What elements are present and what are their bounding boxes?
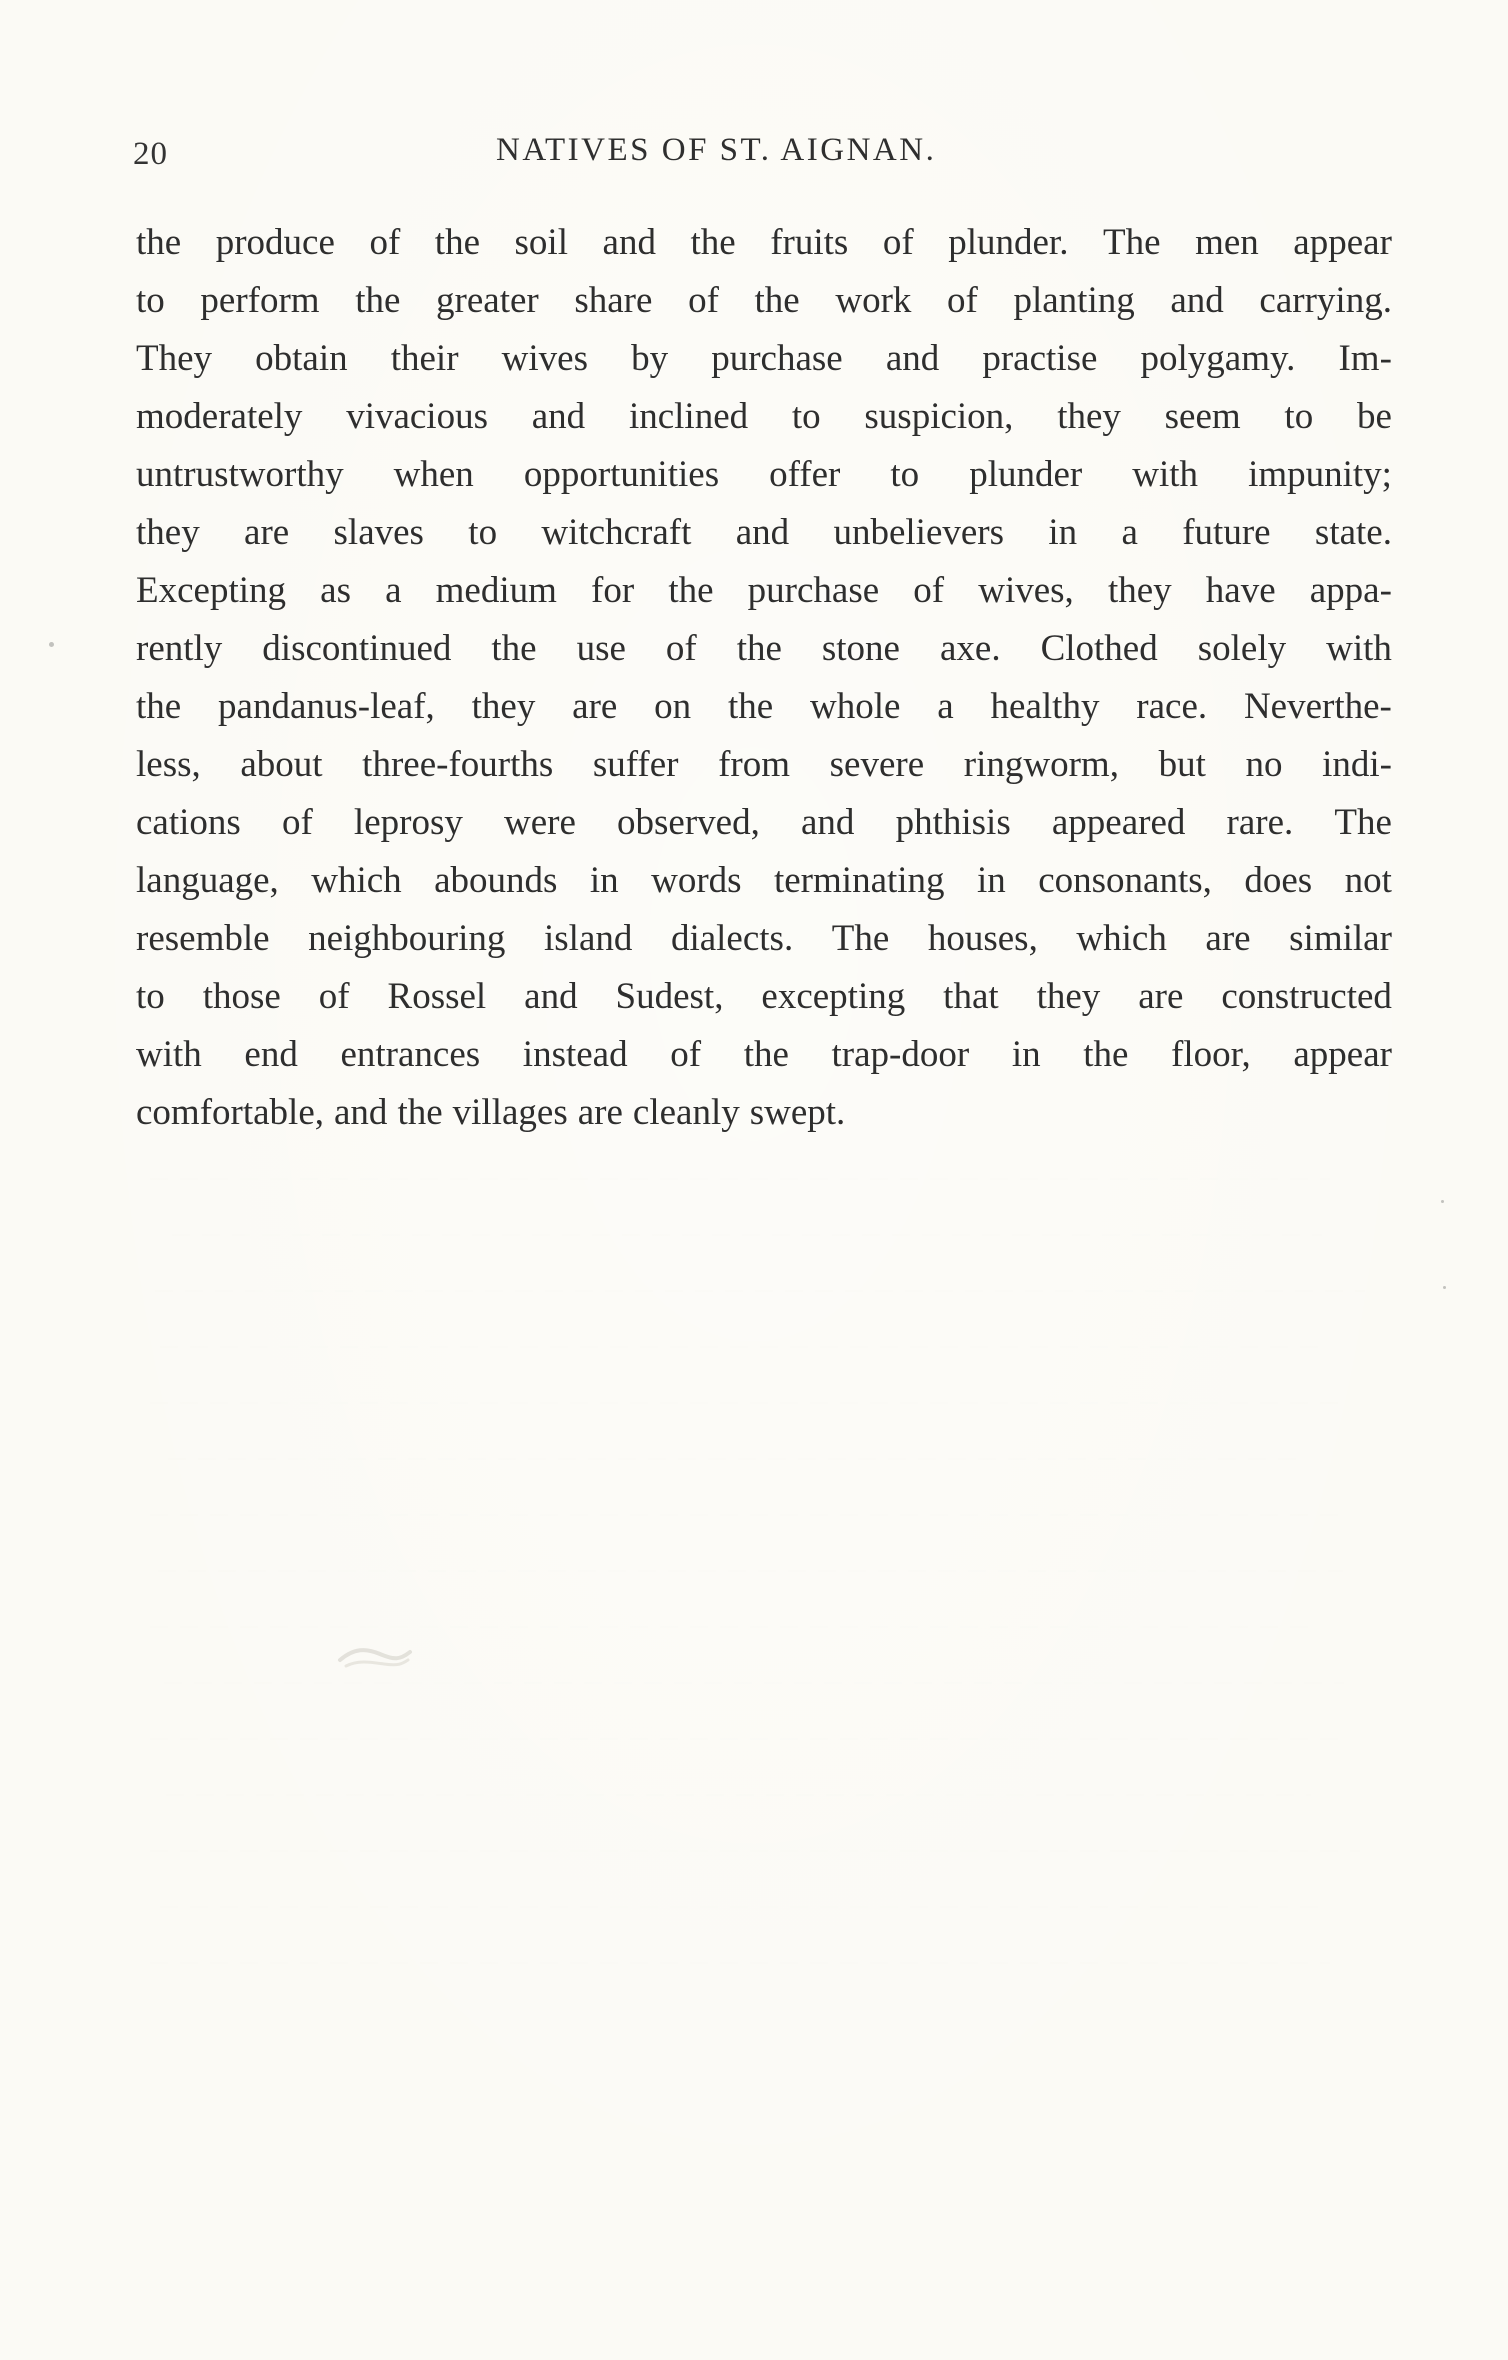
word: They (136, 338, 213, 379)
text-line (136, 852, 1392, 910)
word: appear (1293, 1034, 1392, 1075)
word: houses, (927, 918, 1038, 959)
word: terminating (773, 860, 945, 901)
word: of (318, 976, 350, 1017)
word: of (882, 222, 914, 263)
word: with (136, 1034, 202, 1075)
text-line (136, 620, 1392, 678)
word: comfortable, (136, 1092, 324, 1133)
word: share (574, 280, 653, 321)
word: they (136, 512, 200, 553)
word: as (320, 570, 351, 611)
word: race. (1136, 686, 1208, 727)
word: slaves (333, 512, 424, 553)
word: to (468, 512, 498, 553)
word: Neverthe- (1243, 686, 1392, 727)
word: rently (136, 628, 223, 669)
word: fruits (770, 222, 849, 263)
text-line (136, 330, 1392, 388)
word: wives, (978, 570, 1074, 611)
word: floor, (1171, 1034, 1251, 1075)
word: a (385, 570, 402, 611)
word: the (434, 222, 480, 263)
word: seem (1164, 396, 1241, 437)
word: leprosy (353, 802, 463, 843)
text-line (136, 446, 1392, 504)
text-line (136, 1026, 1392, 1084)
word: instead (522, 1034, 628, 1075)
word: The (1334, 802, 1392, 843)
word: the (355, 280, 401, 321)
word: vivacious (346, 396, 488, 437)
word: of (369, 222, 401, 263)
word: wives (501, 338, 588, 379)
word: were (504, 802, 576, 843)
word: rare. (1226, 802, 1294, 843)
text-line (136, 678, 1392, 736)
word: neighbouring (308, 918, 506, 959)
chapter-title: NATIVES OF ST. AIGNAN. (496, 132, 937, 168)
word: and (1170, 280, 1224, 321)
word: appa- (1309, 570, 1392, 611)
word: the (736, 628, 782, 669)
text-line (136, 910, 1392, 968)
paper-speck (1443, 1286, 1446, 1289)
word: constructed (1221, 976, 1392, 1017)
word: purchase (711, 338, 843, 379)
word: they (1057, 396, 1121, 437)
word: for (591, 570, 635, 611)
word: a (937, 686, 954, 727)
word: men (1195, 222, 1259, 263)
word: produce (215, 222, 335, 263)
word: have (1205, 570, 1276, 611)
word: impunity; (1248, 454, 1392, 495)
paper-speck (49, 642, 54, 647)
word: moderately (136, 396, 303, 437)
word: similar (1289, 918, 1392, 959)
word: Sudest, (615, 976, 724, 1017)
word: cations (136, 802, 241, 843)
text-line (136, 1084, 1392, 1142)
word: resemble (136, 918, 270, 959)
word: abounds (434, 860, 558, 901)
word: cleanly (632, 1092, 740, 1133)
word: but (1158, 744, 1206, 785)
word: to (136, 976, 165, 1017)
word: in (1048, 512, 1078, 553)
word: The (831, 918, 890, 959)
word: in (589, 860, 619, 901)
word: the (754, 280, 800, 321)
word: swept. (749, 1092, 846, 1133)
text-line (136, 562, 1392, 620)
word: perform (200, 280, 320, 321)
word: to (890, 454, 920, 495)
text-line (136, 272, 1392, 330)
word: state. (1314, 512, 1392, 553)
text-line (136, 214, 1392, 272)
text-line (136, 736, 1392, 794)
word: soil (514, 222, 568, 263)
word: Clothed (1040, 628, 1158, 669)
word: end (244, 1034, 298, 1075)
text-line (136, 968, 1392, 1026)
word: inclined (628, 396, 749, 437)
word: the (690, 222, 736, 263)
word: plunder (969, 454, 1083, 495)
word: obtain (255, 338, 348, 379)
word: Rossel (387, 976, 487, 1017)
word: entrances (340, 1034, 481, 1075)
word: of (688, 280, 719, 321)
word: whole (810, 686, 901, 727)
word: stone (821, 628, 900, 669)
word: the (743, 1034, 789, 1075)
word: of (947, 280, 978, 321)
word: about (240, 744, 323, 785)
show-through-text (150, 1178, 1390, 2078)
word: greater (436, 280, 539, 321)
body-text (136, 214, 1392, 1142)
word: are (572, 686, 618, 727)
word: The (1103, 222, 1161, 263)
word: are (1138, 976, 1184, 1017)
word: the (136, 686, 182, 727)
word: and (885, 338, 940, 379)
word: the (668, 570, 714, 611)
word: which (311, 860, 402, 901)
word: dialects. (670, 918, 794, 959)
word: to (1284, 396, 1314, 437)
word: they (471, 686, 536, 727)
word: appear (1293, 222, 1392, 263)
word: and (524, 976, 578, 1017)
word: the (136, 222, 182, 263)
word: which (1076, 918, 1167, 959)
word: phthisis (895, 802, 1011, 843)
word: planting (1013, 280, 1135, 321)
word: of (670, 1034, 702, 1075)
word: language, (136, 860, 279, 901)
word: of (281, 802, 313, 843)
word: suffer (592, 744, 679, 785)
word: villages (452, 1092, 568, 1133)
word: words (651, 860, 742, 901)
word: medium (435, 570, 557, 611)
running-head (133, 132, 1397, 188)
word: with (1326, 628, 1392, 669)
word: witchcraft (541, 512, 692, 553)
word: the (397, 1092, 443, 1133)
word: suspicion, (864, 396, 1014, 437)
word: not (1344, 860, 1392, 901)
text-line (136, 504, 1392, 562)
word: to (136, 280, 165, 321)
word: the (727, 686, 774, 727)
word: from (718, 744, 791, 785)
word: observed, (617, 802, 760, 843)
word: untrustworthy (136, 454, 344, 495)
word: plunder. (948, 222, 1069, 263)
word: practise (982, 338, 1098, 379)
word: are (244, 512, 290, 553)
word: the (1083, 1034, 1129, 1075)
word: consonants, (1038, 860, 1212, 901)
word: ringworm, (963, 744, 1119, 785)
word: indi- (1322, 744, 1392, 785)
word: of (665, 628, 697, 669)
word: Excepting (136, 570, 287, 611)
text-line (136, 794, 1392, 852)
word: carrying. (1259, 280, 1392, 321)
word: their (390, 338, 459, 379)
word: work (835, 280, 912, 321)
word: that (943, 976, 999, 1017)
word: excepting (761, 976, 906, 1017)
word: the (491, 628, 537, 669)
word: and (735, 512, 790, 553)
word: when (393, 454, 474, 495)
word: polygamy. (1140, 338, 1296, 379)
word: less, (136, 744, 201, 785)
word: and (801, 802, 855, 843)
word: on (654, 686, 692, 727)
word: they (1036, 976, 1101, 1017)
word: and (602, 222, 656, 263)
word: solely (1197, 628, 1287, 669)
word: three-fourths (362, 744, 554, 785)
word: in (977, 860, 1006, 901)
word: they (1107, 570, 1172, 611)
word: and (334, 1092, 388, 1133)
paper-smudge (336, 1640, 414, 1674)
word: and (531, 396, 586, 437)
word: be (1356, 396, 1392, 437)
word: future (1182, 512, 1271, 553)
word: appeared (1051, 802, 1186, 843)
word: island (543, 918, 633, 959)
word: Im- (1338, 338, 1392, 379)
word: unbelievers (833, 512, 1005, 553)
text-line (136, 388, 1392, 446)
word: does (1244, 860, 1313, 901)
word: to (791, 396, 821, 437)
word: are (1205, 918, 1251, 959)
word: a (1121, 512, 1138, 553)
page-number: 20 (133, 136, 168, 172)
word: those (202, 976, 281, 1017)
word: use (576, 628, 626, 669)
word: are (577, 1092, 623, 1133)
word: of (913, 570, 945, 611)
word: pandanus-leaf, (218, 686, 435, 727)
word: in (1011, 1034, 1041, 1075)
word: healthy (990, 686, 1100, 727)
word: purchase (747, 570, 880, 611)
word: axe. (939, 628, 1001, 669)
word: discontinued (262, 628, 452, 669)
word: offer (769, 454, 841, 495)
paper-speck (1441, 1200, 1444, 1203)
word: by (631, 338, 669, 379)
word: with (1132, 454, 1199, 495)
word: opportunities (523, 454, 720, 495)
word: severe (829, 744, 925, 785)
word: no (1245, 744, 1283, 785)
word: trap-door (831, 1034, 970, 1075)
